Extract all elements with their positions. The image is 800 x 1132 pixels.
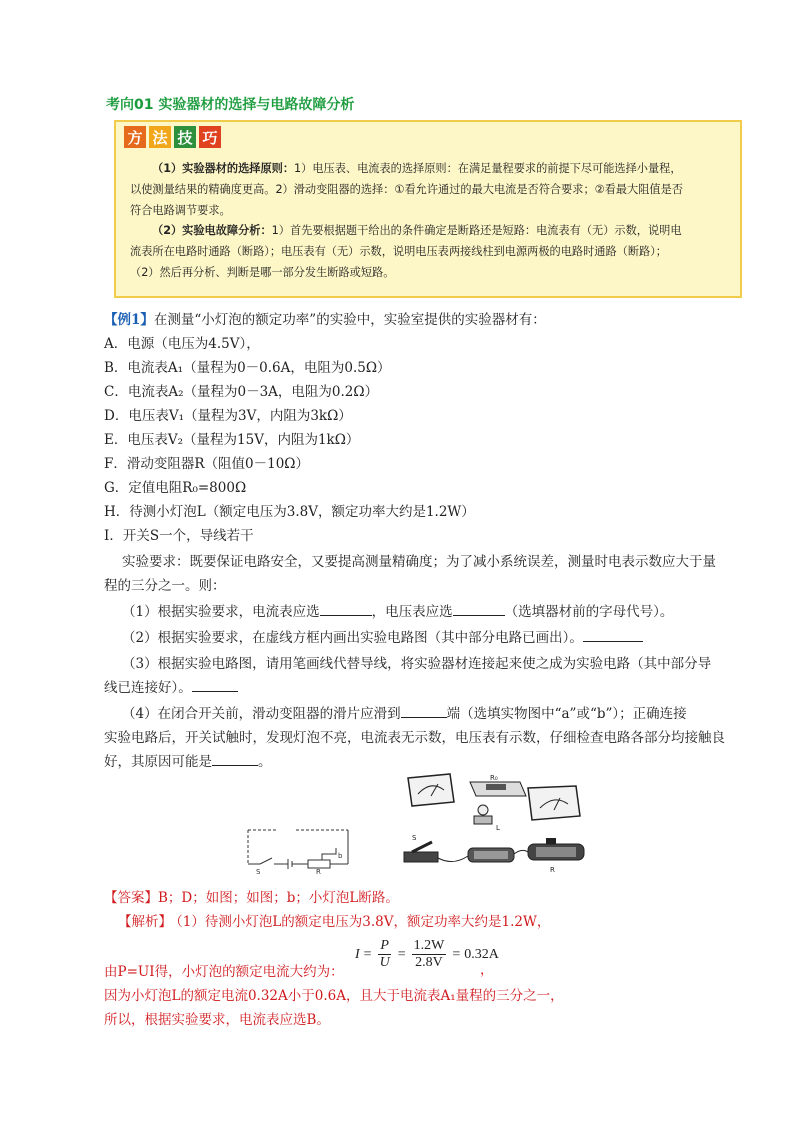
section-heading: 考向01 实验器材的选择与电路故障分析 [106, 97, 355, 113]
requirement-line-2: 程的三分之一。则： [104, 578, 226, 594]
formula-equals: = [452, 946, 461, 962]
ammeter-icon [408, 774, 454, 806]
analysis-line-2: 由P=UI得，小灯泡的额定电流大约为： [104, 964, 344, 980]
label-b: b [338, 852, 343, 860]
question-4-line-3 [104, 750, 272, 774]
analysis-line-1 [118, 910, 550, 934]
formula-result: 0.32A [464, 946, 499, 962]
fraction-denominator: 2.8V [415, 955, 443, 970]
formula-equals: = [397, 946, 406, 962]
apparatus-illustration [398, 768, 594, 880]
method-tips-badge [124, 126, 221, 148]
battery-icon [468, 848, 514, 862]
option-e: E．电压表V₂（量程为15V，内阻为1kΩ） [104, 432, 360, 448]
label-s: S [256, 868, 261, 874]
option-i: I．开关S一个，导线若干 [104, 528, 254, 544]
analysis-tag: 【解析】 [118, 914, 172, 930]
fraction-values [412, 938, 447, 971]
question-text: （4）在闭合开关前，滑动变阻器的滑片应滑到 [122, 706, 401, 722]
analysis-line-4: 所以，根据实验要求，电流表应选B。 [104, 1012, 330, 1028]
example-tag: 【例1】 [104, 312, 154, 328]
option-c: C．电流表A₂（量程为0－3A，电阻为0.2Ω） [104, 384, 379, 400]
current-formula [355, 938, 499, 971]
question-text: 。 [258, 754, 272, 770]
method-tips-box [114, 120, 742, 298]
answer-blank[interactable] [583, 627, 643, 642]
label-l: L [496, 824, 500, 832]
fraction-numerator: 1.2W [413, 938, 445, 953]
badge-char: 巧 [199, 126, 221, 148]
option-f: F．滑动变阻器R（阻值0－10Ω） [104, 456, 309, 472]
badge-char: 方 [124, 126, 146, 148]
answer-blank[interactable] [401, 703, 447, 718]
example-text: 在测量“小灯泡的额定功率”的实验中，实验室提供的实验器材有： [153, 312, 546, 328]
badge-char: 技 [174, 126, 196, 148]
answer-line: 【答案】B；D；如图；如图；b；小灯泡L断路。 [104, 890, 399, 906]
fraction-denominator: U [379, 955, 390, 970]
example-intro [104, 308, 546, 332]
question-text: ，电压表应选 [371, 604, 453, 620]
option-g: G．定值电阻R₀=800Ω [104, 480, 247, 496]
question-text: 线已连接好）。 [104, 680, 192, 696]
requirement-text: 实验要求：既要保证电路安全，又要提高测量精确度；为了减小系统误差，测量时电表示数应大于量 [122, 554, 716, 570]
question-text: 端（选填实物图中“a”或“b”）；正确连接 [446, 706, 687, 722]
question-text: 好，其原因可能是 [104, 754, 212, 770]
question-1 [122, 600, 673, 624]
requirement-line-1 [104, 550, 716, 574]
question-4-line-1 [122, 702, 687, 726]
formula-comma: ， [480, 962, 494, 978]
formula-symbol: I [355, 946, 360, 962]
tip-text: 符合电路调节要求。 [130, 204, 231, 217]
analysis-text: （1）待测小灯泡L的额定电压为3.8V，额定功率大约是1.2W， [176, 914, 551, 930]
question-text: （1）根据实验要求，电流表应选 [122, 604, 320, 620]
formula-equals: = [363, 946, 372, 962]
tip-text: 流表所在电路时通路（断路）；电压表有（无）示数，说明电压表两接线柱到电源两极的电路时通路（断路）； [130, 245, 667, 258]
tip-text: 以使测量结果的精确度更高。2）滑动变阻器的选择：①看允许通过的最大电流是否符合要求；②看最大阻值是否 [130, 183, 683, 196]
label-s2: S [412, 834, 417, 842]
option-a: A．电源（电压为4.5V）， [104, 336, 260, 352]
label-r0: R₀ [490, 774, 498, 782]
question-4-line-2: 实验电路后，开关试触时，发现灯泡不亮，电流表无示数，电压表有示数，仔细检查电路各部分均接触良 [104, 730, 725, 746]
option-d: D．电压表V₁（量程为3V，内阻为3kΩ） [104, 408, 352, 424]
analysis-line-3: 因为小灯泡L的额定电流0.32A小于0.6A，且大于电流表A₁量程的三分之一， [104, 988, 564, 1004]
tip-paragraph-2 [130, 220, 734, 283]
voltmeter-icon [528, 786, 580, 820]
circuit-diagram [246, 828, 366, 874]
question-3-line-1: （3）根据实验电路图，请用笔画线代替导线，将实验器材连接起来使之成为实验电路（其中部分导 [122, 656, 712, 672]
tip-text: 1）电压表、电流表的选择原则：在满足量程要求的前提下尽可能选择小量程， [294, 162, 682, 175]
label-r2: R [550, 866, 555, 874]
question-3-line-2 [104, 676, 238, 700]
answer-blank[interactable] [320, 601, 372, 616]
question-text: （选填器材前的字母代号）。 [504, 604, 674, 620]
answer-blank[interactable] [192, 677, 238, 692]
option-h: H．待测小灯泡L（额定电压为3.8V，额定功率大约是1.2W） [104, 504, 475, 520]
tip-text: 1）首先要根据题干给出的条件确定是断路还是短路：电流表有（无）示数，说明电 [271, 224, 682, 237]
tip-paragraph-1 [130, 158, 734, 221]
tip-text: （2）然后再分析、判断是哪一部分发生断路或短路。 [130, 266, 395, 279]
fraction-numerator: P [380, 938, 389, 953]
label-r: R [316, 868, 321, 874]
answer-blank[interactable] [453, 601, 505, 616]
question-text: （2）根据实验要求，在虚线方框内画出实验电路图（其中部分电路已画出）。 [122, 630, 583, 646]
badge-char: 法 [149, 126, 171, 148]
answer-blank[interactable] [212, 751, 258, 766]
option-b: B．电流表A₁（量程为0－0.6A，电阻为0.5Ω） [104, 360, 391, 376]
fraction-p-u [378, 938, 392, 971]
tip-title: （2）实验电故障分析： [152, 224, 272, 237]
tip-title: （1）实验器材的选择原则： [152, 162, 295, 175]
question-2 [122, 626, 643, 650]
